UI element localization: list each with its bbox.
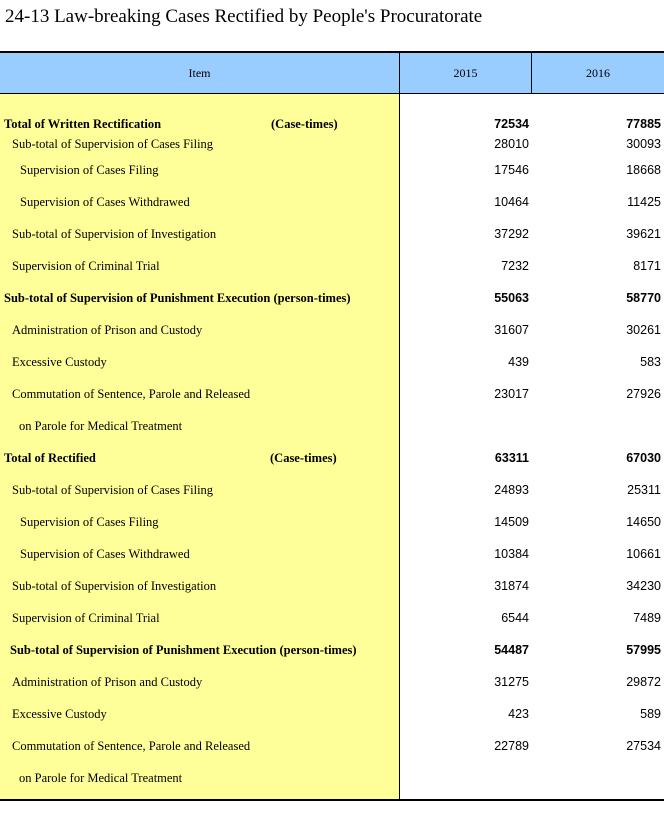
value-2016: 14650 (626, 515, 661, 529)
row-label: Supervision of Cases Withdrawed (20, 547, 190, 561)
table-row (0, 195, 664, 213)
value-2016: 25311 (627, 483, 661, 497)
table-row (0, 707, 664, 725)
row-label: Supervision of Criminal Trial (12, 611, 160, 625)
page-title: 24-13 Law-breaking Cases Rectified by People's Procuratorate (5, 6, 483, 27)
table-row (0, 675, 664, 693)
row-label: Sub-total of Supervision of Investigation (12, 227, 217, 241)
table-row (0, 515, 664, 533)
row-label: Administration of Prison and Custody (12, 675, 203, 689)
value-2015: 439 (508, 355, 529, 369)
value-2016: 34230 (626, 579, 661, 593)
value-2015: 31275 (494, 675, 529, 689)
row-label: Sub-total of Supervision of Investigation (12, 579, 217, 593)
value-2016: 7489 (633, 611, 661, 625)
row-label: Administration of Prison and Custody (12, 323, 203, 337)
header-year-2015: 2015 (400, 53, 532, 93)
table-row (0, 771, 664, 789)
value-2015: 37292 (494, 227, 529, 241)
table-row (0, 227, 664, 245)
row-label: Sub-total of Supervision of Punishment Execution (person-times) (4, 291, 351, 305)
row-label: Sub-total of Supervision of Cases Filing (12, 137, 214, 151)
table-row (0, 323, 664, 341)
row-label: Total of Rectified (4, 451, 96, 465)
row-label: Excessive Custody (12, 355, 107, 369)
row-label: Supervision of Cases Filing (20, 515, 159, 529)
table-row (0, 163, 664, 181)
value-2016: 27534 (626, 739, 661, 753)
value-2016: 11425 (627, 195, 661, 209)
table-row (0, 355, 664, 373)
value-2016: 58770 (626, 291, 661, 305)
value-2015: 7232 (501, 259, 529, 273)
value-2016: 30093 (626, 137, 661, 151)
value-2015: 72534 (494, 117, 529, 131)
value-2016: 10661 (626, 547, 661, 561)
row-label: Supervision of Cases Filing (20, 163, 159, 177)
row-label: Commutation of Sentence, Parole and Released (12, 387, 251, 401)
header-item: Item (0, 53, 400, 93)
row-label: Excessive Custody (12, 707, 107, 721)
value-2015: 10464 (494, 195, 529, 209)
table-row (0, 259, 664, 277)
value-2016: 77885 (626, 117, 661, 131)
bottom-rule (0, 799, 664, 801)
value-2016: 18668 (626, 163, 661, 177)
value-2015: 55063 (494, 291, 529, 305)
value-2016: 57995 (626, 643, 661, 657)
table-row (0, 547, 664, 565)
table-row (0, 291, 664, 309)
value-2016: 30261 (626, 323, 661, 337)
table-row (0, 483, 664, 501)
row-label: on Parole for Medical Treatment (19, 771, 183, 785)
row-label: Sub-total of Supervision of Cases Filing (12, 483, 214, 497)
row-label: Supervision of Cases Withdrawed (20, 195, 190, 209)
row-label: Sub-total of Supervision of Punishment Execution (person-times) (10, 643, 357, 657)
table-row (0, 117, 664, 135)
value-2015: 28010 (494, 137, 529, 151)
value-2015: 31874 (494, 579, 529, 593)
value-2016: 27926 (626, 387, 661, 401)
value-2015: 22789 (494, 739, 529, 753)
value-2016: 8171 (633, 259, 661, 273)
value-2015: 54487 (494, 643, 529, 657)
value-2015: 24893 (494, 483, 529, 497)
row-label: Commutation of Sentence, Parole and Released (12, 739, 251, 753)
table-header (0, 53, 664, 94)
table-row (0, 137, 664, 155)
table-row (0, 451, 664, 469)
value-2015: 423 (508, 707, 529, 721)
table-row (0, 739, 664, 757)
row-label: on Parole for Medical Treatment (19, 419, 183, 433)
table-row (0, 611, 664, 629)
row-unit: (Case-times) (270, 451, 337, 465)
value-2016: 39621 (626, 227, 661, 241)
row-unit: (Case-times) (271, 117, 338, 131)
table-row (0, 643, 664, 661)
value-2016: 589 (640, 707, 661, 721)
table-row (0, 419, 664, 437)
value-2016: 67030 (626, 451, 661, 465)
row-label: Total of Written Rectification (4, 117, 162, 131)
value-2015: 31607 (494, 323, 529, 337)
table-row (0, 579, 664, 597)
value-2015: 17546 (494, 163, 529, 177)
value-2015: 6544 (501, 611, 529, 625)
value-2015: 63311 (494, 451, 529, 465)
value-2015: 10384 (494, 547, 529, 561)
value-2016: 583 (640, 355, 661, 369)
value-2015: 14509 (494, 515, 529, 529)
table-row (0, 387, 664, 405)
value-2015: 23017 (494, 387, 529, 401)
row-label: Supervision of Criminal Trial (12, 259, 160, 273)
value-2016: 29872 (626, 675, 661, 689)
header-year-2016: 2016 (586, 65, 610, 80)
